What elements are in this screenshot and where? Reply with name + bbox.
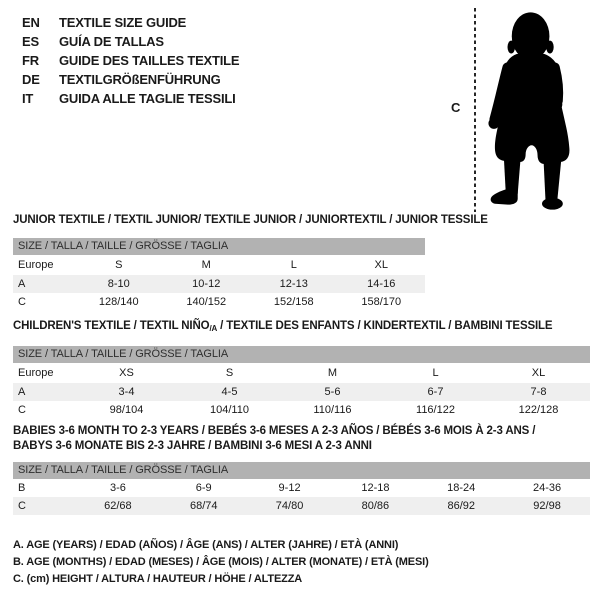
size-cell: 104/110: [210, 404, 249, 416]
row-label: C: [18, 500, 26, 512]
toddler-silhouette-icon: [484, 8, 600, 212]
size-cell: 62/68: [104, 500, 132, 512]
size-header-bar: SIZE / TALLA / TAILLE / GRÖSSE / TAGLIA: [13, 238, 425, 255]
lang-row-de: [22, 70, 239, 89]
table-row-c: [13, 497, 590, 515]
lang-code: DE: [22, 72, 40, 87]
region-label: Europe: [18, 367, 54, 379]
size-cell: 6-7: [427, 386, 444, 398]
row-label: C: [18, 404, 26, 416]
row-label: A: [18, 386, 26, 398]
size-table-babies: [13, 462, 590, 515]
size-cell: 3-6: [109, 482, 126, 494]
size-cell: 24-36: [532, 482, 562, 494]
size-cell: 18-24: [447, 482, 476, 494]
size-cell: 86/92: [447, 500, 475, 512]
section-title-junior: JUNIOR TEXTILE / TEXTIL JUNIOR/ TEXTILE JUNIOR / JUNIORTEXTIL / JUNIOR TESSILE: [13, 214, 488, 226]
size-cell: 74/80: [275, 500, 304, 512]
size-cell: 6-9: [195, 482, 212, 494]
column-header: XL: [531, 367, 546, 379]
size-cell: 4-5: [221, 386, 238, 398]
size-cell: 9-12: [278, 482, 301, 494]
size-cell: 12-13: [279, 278, 308, 290]
column-header: S: [115, 259, 123, 271]
size-cell: 14-16: [367, 278, 396, 290]
column-header: M: [201, 259, 211, 271]
section-title-babies: [13, 424, 535, 454]
size-cell: 7-8: [530, 386, 547, 398]
lang-code: IT: [22, 91, 34, 106]
column-header: L: [432, 367, 439, 379]
size-cell: 10-12: [192, 278, 221, 290]
size-cell: 152/158: [273, 296, 314, 308]
guide-title: TEXTILE SIZE GUIDE: [59, 15, 187, 30]
size-cell: 122/128: [518, 404, 559, 416]
title-subscript: /A: [209, 324, 218, 333]
size-cell: 80/86: [361, 500, 390, 512]
column-header: S: [225, 367, 234, 379]
language-title-list: [22, 13, 239, 108]
column-header: M: [327, 367, 338, 379]
row-label: A: [18, 278, 26, 290]
note-height-cm: C. (cm) HEIGHT / ALTURA / HAUTEUR / HÖHE / ALTEZZA: [13, 573, 303, 585]
row-label: B: [18, 482, 26, 494]
lang-row-es: [22, 32, 239, 51]
size-cell: 140/152: [186, 296, 227, 308]
lang-row-fr: [22, 51, 239, 70]
size-cell: 12-18: [361, 482, 390, 494]
column-header: XS: [119, 367, 134, 379]
region-label: Europe: [18, 259, 54, 271]
size-cell: 98/104: [109, 404, 144, 416]
table-row-columns: [13, 363, 590, 383]
note-age-months: B. AGE (MONTHS) / EDAD (MESES) / ÂGE (MOIS) / ALTER (MONATE) / ETÀ (MESI): [13, 556, 429, 568]
size-cell: 116/122: [416, 404, 455, 416]
note-age-years: A. AGE (YEARS) / EDAD (AÑOS) / ÂGE (ANS) / ALTER (JAHRE) / ETÀ (ANNI): [13, 539, 399, 551]
size-header-bar: SIZE / TALLA / TAILLE / GRÖSSE / TAGLIA: [13, 346, 590, 363]
title-part: CHILDREN'S TEXTILE / TEXTIL NIÑO: [13, 320, 210, 332]
size-cell: 68/74: [189, 500, 218, 512]
guide-title: GUÍA DE TALLAS: [59, 34, 164, 49]
table-row-columns: [13, 255, 425, 275]
size-table-children: [13, 346, 590, 419]
size-cell: 92/98: [533, 500, 561, 512]
size-cell: 8-10: [107, 278, 130, 290]
lang-row-it: [22, 89, 239, 108]
size-cell: 158/170: [361, 296, 402, 308]
size-table-junior: [13, 238, 425, 311]
lang-code: ES: [22, 34, 39, 49]
lang-code: FR: [22, 53, 39, 68]
legend-notes: [13, 537, 429, 588]
guide-title: TEXTILGRÖßENFÜHRUNG: [59, 72, 221, 87]
table-row-c: [13, 293, 425, 311]
title-part: / TEXTILE DES ENFANTS / KINDERTEXTIL / BAMBINI TESSILE: [217, 320, 553, 332]
table-row-b: [13, 479, 590, 497]
height-measure-label: C: [451, 100, 461, 115]
table-row-a: [13, 383, 590, 401]
lang-code: EN: [22, 15, 40, 30]
size-header-bar: SIZE / TALLA / TAILLE / GRÖSSE / TAGLIA: [13, 462, 590, 479]
column-header: XL: [374, 259, 388, 271]
size-cell: 3-4: [118, 386, 135, 398]
table-row-c: [13, 401, 590, 419]
size-cell: 110/116: [313, 404, 352, 416]
title-line-1: BABIES 3-6 MONTH TO 2-3 YEARS / BEBÉS 3-6 MESES A 2-3 AÑOS / BÉBÉS 3-6 MOIS À 2-3 ANS /: [13, 425, 536, 437]
guide-title: GUIDE DES TAILLES TEXTILE: [59, 53, 240, 68]
guide-title: GUIDA ALLE TAGLIE TESSILI: [59, 91, 236, 106]
size-cell: 5-6: [324, 386, 341, 398]
column-header: L: [290, 259, 297, 271]
row-label: C: [18, 296, 26, 308]
size-cell: 128/140: [98, 296, 139, 308]
section-title-children: [13, 320, 552, 333]
lang-row-en: [22, 13, 239, 32]
table-row-a: [13, 275, 425, 293]
title-line-2: BABYS 3-6 MONATE BIS 2-3 JAHRE / BAMBINI 3-6 MESI A 2-3 ANNI: [13, 440, 372, 452]
height-measure-dashed-line: [474, 8, 476, 212]
